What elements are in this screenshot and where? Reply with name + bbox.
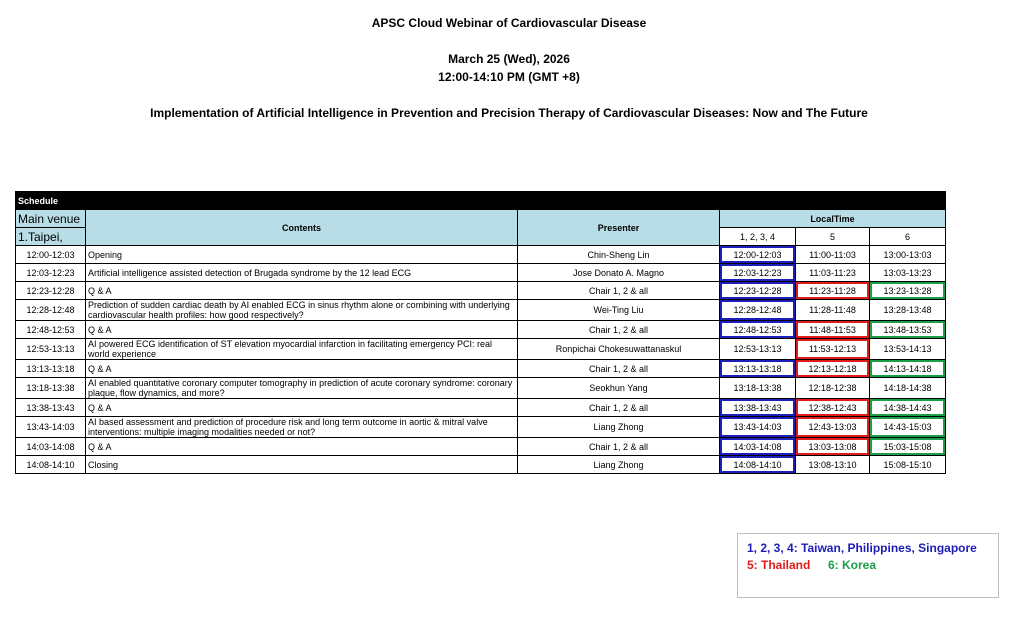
zone-b-header: 5 xyxy=(796,228,870,246)
row-time-zone-c: 13:48-13:53 xyxy=(870,321,946,339)
row-time: 14:03-14:08 xyxy=(16,438,86,456)
table-row xyxy=(16,438,946,456)
row-time-zone-a: 13:43-14:03 xyxy=(720,417,796,438)
row-time-zone-a: 14:08-14:10 xyxy=(720,456,796,474)
row-time-zone-c: 13:00-13:03 xyxy=(870,246,946,264)
row-time: 12:23-12:28 xyxy=(16,282,86,300)
row-time-zone-c: 13:53-14:13 xyxy=(870,339,946,360)
webinar-title: APSC Cloud Webinar of Cardiovascular Disease xyxy=(371,16,647,30)
row-time-zone-c: 14:38-14:43 xyxy=(870,399,946,417)
row-time-zone-b: 11:53-12:13 xyxy=(796,339,870,360)
row-time: 12:53-13:13 xyxy=(16,339,86,360)
presenter-header: Presenter xyxy=(518,210,720,246)
schedule-table xyxy=(15,191,946,474)
row-presenter: Chair 1, 2 & all xyxy=(518,360,720,378)
row-content: Q & A xyxy=(86,360,518,378)
row-presenter: Ronpichai Chokesuwattanaskul xyxy=(518,339,720,360)
row-time-zone-a: 12:28-12:48 xyxy=(720,300,796,321)
row-time-zone-b: 13:08-13:10 xyxy=(796,456,870,474)
row-content: AI enabled quantitative coronary computer tomography in prediction of acute coronary syndrome: coronary plaque, flow dynamics, and more? xyxy=(86,378,518,399)
row-time-zone-c: 15:03-15:08 xyxy=(870,438,946,456)
row-content: Artificial intelligence assisted detection of Brugada syndrome by the 12 lead ECG xyxy=(86,264,518,282)
table-row xyxy=(16,399,946,417)
venue-value: 1.Taipei, xyxy=(16,228,86,246)
contents-header: Contents xyxy=(86,210,518,246)
row-presenter: Chair 1, 2 & all xyxy=(518,399,720,417)
row-time: 12:28-12:48 xyxy=(16,300,86,321)
row-presenter: Wei-Ting Liu xyxy=(518,300,720,321)
localtime-header: LocalTime xyxy=(720,210,946,228)
row-time-zone-c: 14:43-15:03 xyxy=(870,417,946,438)
row-time-zone-a: 12:00-12:03 xyxy=(720,246,796,264)
row-time-zone-a: 12:48-12:53 xyxy=(720,321,796,339)
row-content: Closing xyxy=(86,456,518,474)
row-time-zone-b: 12:18-12:38 xyxy=(796,378,870,399)
row-content: Opening xyxy=(86,246,518,264)
row-content: Q & A xyxy=(86,399,518,417)
row-time-zone-a: 14:03-14:08 xyxy=(720,438,796,456)
row-presenter: Liang Zhong xyxy=(518,417,720,438)
row-presenter: Chair 1, 2 & all xyxy=(518,282,720,300)
row-time-zone-c: 13:03-13:23 xyxy=(870,264,946,282)
zone-a-header: 1, 2, 3, 4 xyxy=(720,228,796,246)
row-content: Q & A xyxy=(86,321,518,339)
row-presenter: Seokhun Yang xyxy=(518,378,720,399)
row-time-zone-c: 13:23-13:28 xyxy=(870,282,946,300)
row-presenter: Chair 1, 2 & all xyxy=(518,438,720,456)
table-row xyxy=(16,246,946,264)
webinar-time: 12:00-14:10 PM (GMT +8) xyxy=(438,70,580,84)
webinar-topic: Implementation of Artificial Intelligence in Prevention and Precision Therapy of Cardiovascular Diseases: Now and The Future xyxy=(150,106,868,120)
row-time-zone-b: 11:28-11:48 xyxy=(796,300,870,321)
table-row xyxy=(16,282,946,300)
row-time: 13:38-13:43 xyxy=(16,399,86,417)
row-content: Q & A xyxy=(86,438,518,456)
row-presenter: Liang Zhong xyxy=(518,456,720,474)
table-row xyxy=(16,300,946,321)
legend-zone-b: 5: Thailand xyxy=(747,558,811,572)
row-time-zone-b: 11:00-11:03 xyxy=(796,246,870,264)
row-content: AI powered ECG identification of ST elevation myocardial infarction in facilitating emergency PCI: real world experience xyxy=(86,339,518,360)
schedule-bar xyxy=(16,192,946,210)
row-time-zone-b: 12:13-12:18 xyxy=(796,360,870,378)
row-time: 14:08-14:10 xyxy=(16,456,86,474)
row-time-zone-a: 13:18-13:38 xyxy=(720,378,796,399)
table-row xyxy=(16,360,946,378)
row-presenter: Jose Donato A. Magno xyxy=(518,264,720,282)
row-presenter: Chair 1, 2 & all xyxy=(518,321,720,339)
table-row xyxy=(16,339,946,360)
row-time-zone-c: 13:28-13:48 xyxy=(870,300,946,321)
row-presenter: Chin-Sheng Lin xyxy=(518,246,720,264)
table-row xyxy=(16,456,946,474)
row-content: AI based assessment and prediction of procedure risk and long term outcome in aortic & mitral valve interventions: multiple imaging modalities needed or not? xyxy=(86,417,518,438)
zone-c-header: 6 xyxy=(870,228,946,246)
legend-zone-a: 1, 2, 3, 4: Taiwan, Philippines, Singapore xyxy=(747,541,977,555)
row-time-zone-b: 12:43-13:03 xyxy=(796,417,870,438)
row-time-zone-b: 11:48-11:53 xyxy=(796,321,870,339)
row-time: 13:13-13:18 xyxy=(16,360,86,378)
table-row xyxy=(16,378,946,399)
row-time-zone-a: 13:13-13:18 xyxy=(720,360,796,378)
row-time: 13:18-13:38 xyxy=(16,378,86,399)
row-time-zone-a: 13:38-13:43 xyxy=(720,399,796,417)
row-time-zone-b: 11:03-11:23 xyxy=(796,264,870,282)
row-time-zone-b: 13:03-13:08 xyxy=(796,438,870,456)
legend-zone-c: 6: Korea xyxy=(828,558,877,572)
table-row xyxy=(16,264,946,282)
table-row xyxy=(16,417,946,438)
table-row xyxy=(16,321,946,339)
row-time-zone-c: 14:18-14:38 xyxy=(870,378,946,399)
row-time-zone-b: 11:23-11:28 xyxy=(796,282,870,300)
venue-label: Main venue xyxy=(16,210,86,228)
row-content: Prediction of sudden cardiac death by AI enabled ECG in sinus rhythm alone or combining with underlying cardiovascular health profiles: how good respectively? xyxy=(86,300,518,321)
row-time-zone-a: 12:53-13:13 xyxy=(720,339,796,360)
schedule-label: Schedule xyxy=(16,192,946,210)
timezone-legend xyxy=(737,533,999,598)
row-time-zone-a: 12:03-12:23 xyxy=(720,264,796,282)
row-content: Q & A xyxy=(86,282,518,300)
row-time: 13:43-14:03 xyxy=(16,417,86,438)
row-time: 12:00-12:03 xyxy=(16,246,86,264)
row-time-zone-c: 14:13-14:18 xyxy=(870,360,946,378)
row-time: 12:03-12:23 xyxy=(16,264,86,282)
webinar-date: March 25 (Wed), 2026 xyxy=(448,52,570,66)
row-time-zone-b: 12:38-12:43 xyxy=(796,399,870,417)
row-time-zone-a: 12:23-12:28 xyxy=(720,282,796,300)
row-time-zone-c: 15:08-15:10 xyxy=(870,456,946,474)
row-time: 12:48-12:53 xyxy=(16,321,86,339)
